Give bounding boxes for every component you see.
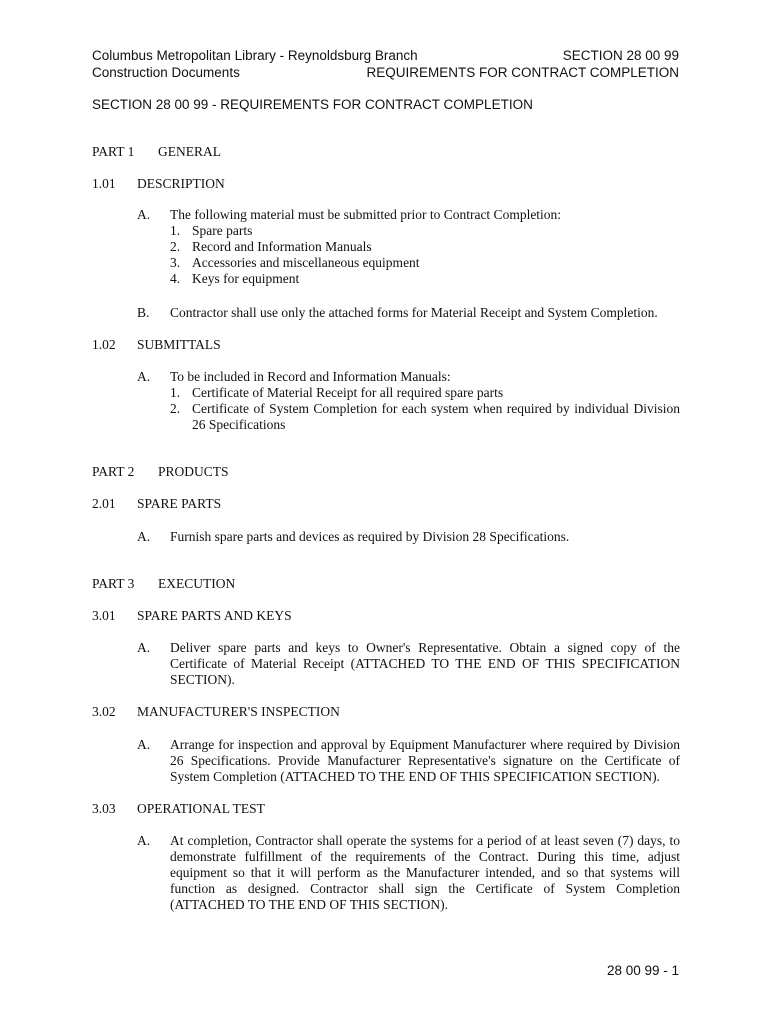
article-3-02-number: 3.02 [92, 704, 116, 719]
part-1-name: GENERAL [158, 144, 221, 159]
list-item: 3. Accessories and miscellaneous equipment [170, 255, 420, 270]
submittal-list [170, 223, 680, 287]
list-item: 2. Certificate of System Completion for each system when required by individual Division 26 Specifications [170, 401, 680, 432]
paragraph-label: B. [137, 305, 150, 320]
paragraph-3-01-a: Deliver spare parts and keys to Owner's Representative. Obtain a signed copy of the Certificate of Material Receipt (ATTACHED TO THE END OF THIS SPECIFICATION SECTION). [170, 640, 680, 687]
article-3-01-number: 3.01 [92, 608, 116, 623]
paragraph-label: A. [137, 640, 151, 655]
paragraph-label: A. [137, 369, 151, 384]
paragraph-3-02-a: Arrange for inspection and approval by Equipment Manufacturer where required by Division 26 Specifications. Provide Manufacturer Representative's signature on the Certificate of System Completion (ATTACHED TO THE END OF THIS SPECIFICATION SECTION). [170, 737, 680, 784]
part-2-name: PRODUCTS [158, 464, 229, 479]
article-1-01-number: 1.01 [92, 176, 116, 191]
article-1-01-heading: DESCRIPTION [137, 176, 225, 191]
paragraph-label: A. [137, 833, 151, 848]
paragraph-3-03-a: At completion, Contractor shall operate the systems for a period of at least seven (7) days, to demonstrate fulfillment of the requirements of the Contract. During this time, adjust equipment so that it will perform as the Manufacturer intended, and so that systems will function as designed. Contractor shall sign the Certificate of System Completion (ATTACHED TO THE END OF THIS SECTION). [170, 833, 680, 912]
list-item: 4. Keys for equipment [170, 271, 300, 286]
article-3-02-heading: MANUFACTURER'S INSPECTION [137, 704, 340, 719]
manual-contents-list [170, 385, 680, 433]
paragraph-1-01-b: Contractor shall use only the attached forms for Material Receipt and System Completion. [170, 305, 658, 320]
paragraph-2-01-a: Furnish spare parts and devices as required by Division 28 Specifications. [170, 529, 570, 544]
article-2-01-number: 2.01 [92, 496, 116, 511]
page-title: SECTION 28 00 99 - REQUIREMENTS FOR CONTRACT COMPLETION [92, 97, 533, 112]
paragraph-1-01-a [170, 207, 680, 287]
section-name: REQUIREMENTS FOR CONTRACT COMPLETION [366, 65, 679, 80]
header-right [366, 47, 679, 81]
part-3-label: PART 3 [92, 576, 135, 591]
page-number: 28 00 99 - 1 [606, 963, 679, 978]
paragraph-1-02-a [170, 369, 680, 433]
part-3-name: EXECUTION [158, 576, 236, 591]
section-number: SECTION 28 00 99 [562, 48, 679, 63]
article-1-02-number: 1.02 [92, 337, 116, 352]
list-item: 1. Spare parts [170, 223, 253, 238]
article-3-03-heading: OPERATIONAL TEST [137, 801, 265, 816]
document-type: Construction Documents [92, 65, 240, 80]
part-1-label: PART 1 [92, 144, 135, 159]
paragraph-label: A. [137, 737, 151, 752]
list-item: 1. Certificate of Material Receipt for all required spare parts [170, 385, 504, 400]
paragraph-text: To be included in Record and Information Manuals: [170, 369, 451, 384]
paragraph-label: A. [137, 207, 151, 222]
article-3-01-heading: SPARE PARTS AND KEYS [137, 608, 292, 623]
list-item: 2. Record and Information Manuals [170, 239, 372, 254]
paragraph-text: The following material must be submitted prior to Contract Completion: [170, 207, 562, 222]
project-name: Columbus Metropolitan Library - Reynoldsburg Branch [92, 48, 418, 63]
paragraph-label: A. [137, 529, 151, 544]
article-1-02-heading: SUBMITTALS [137, 337, 221, 352]
article-3-03-number: 3.03 [92, 801, 116, 816]
article-2-01-heading: SPARE PARTS [137, 496, 222, 511]
part-2-label: PART 2 [92, 464, 135, 479]
